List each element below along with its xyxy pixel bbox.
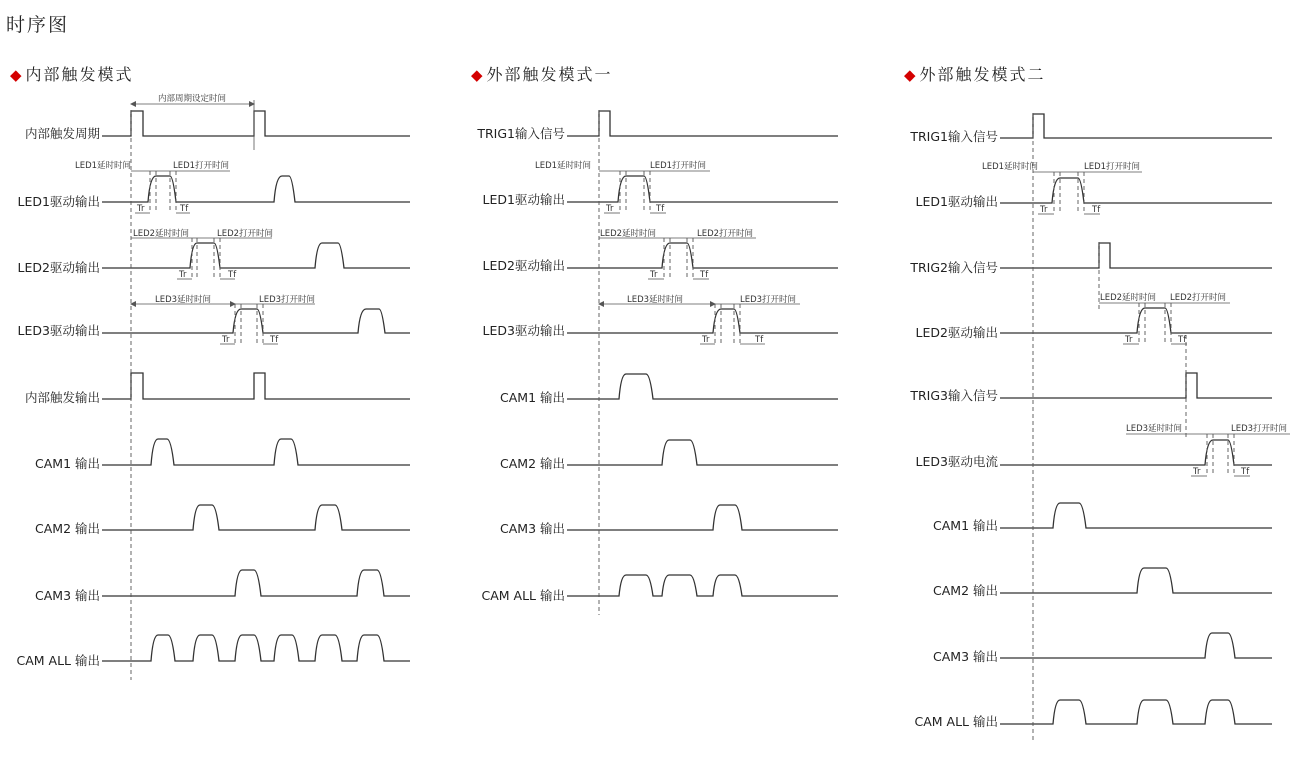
- tr-label: Tr: [702, 335, 710, 345]
- waveform-led2: [567, 243, 838, 268]
- waveform-led1: [102, 176, 410, 202]
- led1-open-label: LED1打开时间: [173, 161, 230, 171]
- waveform-trig2: [1000, 243, 1272, 268]
- tr-label: Tr: [1040, 205, 1048, 215]
- led3-delay-label: LED3延时时间: [155, 295, 212, 305]
- signal-label: 内部触发输出: [24, 390, 100, 405]
- led1-delay-label: LED1延时时间: [982, 162, 1039, 172]
- signal-label: LED3驱动电流: [915, 454, 998, 469]
- tr-label: Tr: [1125, 335, 1133, 345]
- waveform-trig1: [1000, 114, 1272, 138]
- tf-label: Tf: [755, 335, 764, 345]
- section-title-text: 外部触发模式一: [486, 65, 613, 84]
- signal-label: LED3驱动输出: [17, 323, 100, 338]
- led1-open-label: LED1打开时间: [650, 161, 707, 171]
- page-title: 时序图: [6, 14, 70, 36]
- tf-label: Tf: [1241, 467, 1250, 477]
- tf-label: Tf: [270, 335, 279, 345]
- signal-label: CAM ALL 输出: [481, 588, 565, 603]
- signal-label: CAM3 输出: [933, 649, 998, 664]
- led2-open-label: LED2打开时间: [217, 229, 274, 239]
- waveform-led1: [567, 176, 838, 202]
- led1-delay-label: LED1延时时间: [535, 161, 592, 171]
- waveform-cam-all: [102, 635, 410, 661]
- signal-label: CAM1 输出: [500, 390, 565, 405]
- waveform-cam2: [102, 505, 410, 530]
- led3-open-label: LED3打开时间: [1231, 424, 1288, 434]
- waveform-cam-all: [567, 575, 838, 596]
- waveform-cam-all: [1000, 700, 1272, 724]
- signal-label: LED2驱动输出: [915, 325, 998, 340]
- waveform-cam3: [1000, 633, 1272, 658]
- led2-open-label: LED2打开时间: [697, 229, 754, 239]
- diamond-icon: ◆: [10, 66, 24, 84]
- led2-delay-label: LED2延时时间: [133, 229, 190, 239]
- waveform-cam1: [1000, 503, 1272, 528]
- signal-label: LED2驱动输出: [17, 260, 100, 275]
- waveform-trig3: [1000, 373, 1272, 398]
- waveform-cam1: [567, 374, 838, 399]
- section-external-2: [909, 113, 1290, 740]
- signal-label: CAM3 输出: [500, 521, 565, 536]
- signal-label: LED1驱动输出: [482, 192, 565, 207]
- led3-open-label: LED3打开时间: [740, 295, 797, 305]
- signal-label: CAM2 输出: [933, 583, 998, 598]
- led1-delay-label: LED1延时时间: [75, 161, 132, 171]
- period-label: 内部周期设定时间: [157, 94, 227, 104]
- signal-label: 内部触发周期: [24, 126, 100, 141]
- signal-label: CAM2 输出: [500, 456, 565, 471]
- signal-label: CAM2 输出: [35, 521, 100, 536]
- section-internal: [17, 93, 411, 680]
- tf-label: Tf: [228, 270, 237, 280]
- tf-label: Tf: [700, 270, 709, 280]
- led2-delay-label: LED2延时时间: [600, 229, 657, 239]
- signal-label: LED2驱动输出: [482, 258, 565, 273]
- signal-label: CAM1 输出: [35, 456, 100, 471]
- tr-label: Tr: [222, 335, 230, 345]
- waveform-cam3: [102, 570, 410, 596]
- led3-open-label: LED3打开时间: [259, 295, 316, 305]
- waveform-led3: [567, 309, 838, 333]
- tf-label: Tf: [180, 204, 189, 214]
- signal-label: TRIG3输入信号: [910, 388, 998, 403]
- led2-delay-label: LED2延时时间: [1100, 293, 1157, 303]
- section-title-text: 内部触发模式: [25, 65, 134, 84]
- led2-open-label: LED2打开时间: [1170, 293, 1227, 303]
- tr-label: Tr: [606, 204, 614, 214]
- signal-label: CAM ALL 输出: [914, 714, 998, 729]
- signal-label: LED1驱动输出: [915, 194, 998, 209]
- signal-label: LED1驱动输出: [17, 194, 100, 209]
- diamond-icon: ◆: [904, 66, 918, 84]
- signal-label: TRIG2输入信号: [910, 260, 998, 275]
- signal-label: TRIG1输入信号: [910, 129, 998, 144]
- signal-label: CAM ALL 输出: [16, 653, 100, 668]
- waveform-led2: [1000, 308, 1272, 333]
- waveform-cam2: [567, 440, 838, 465]
- tr-label: Tr: [137, 204, 145, 214]
- waveform-led2: [102, 243, 410, 268]
- signal-label: LED3驱动输出: [482, 323, 565, 338]
- waveform-trig1: [567, 111, 838, 136]
- waveform-cam1: [102, 439, 410, 465]
- tf-label: Tf: [656, 204, 665, 214]
- waveform-led3: [1000, 440, 1272, 465]
- tf-label: Tf: [1178, 335, 1187, 345]
- tr-label: Tr: [179, 270, 187, 280]
- led3-delay-label: LED3延时时间: [627, 295, 684, 305]
- tr-label: Tr: [1193, 467, 1201, 477]
- led1-open-label: LED1打开时间: [1084, 162, 1141, 172]
- section-title-text: 外部触发模式二: [919, 65, 1046, 84]
- waveform-trigger-period: [102, 111, 410, 136]
- waveform-cam3: [567, 505, 838, 530]
- waveform-led3: [102, 309, 410, 333]
- led3-delay-label: LED3延时时间: [1126, 424, 1183, 434]
- signal-label: CAM1 输出: [933, 518, 998, 533]
- waveform-led1: [1000, 178, 1272, 203]
- signal-label: TRIG1输入信号: [477, 126, 565, 141]
- signal-label: CAM3 输出: [35, 588, 100, 603]
- tf-label: Tf: [1092, 205, 1101, 215]
- waveform-trigger-out: [102, 373, 410, 399]
- waveform-cam2: [1000, 568, 1272, 593]
- tr-label: Tr: [650, 270, 658, 280]
- section-external-1: [476, 110, 838, 615]
- diamond-icon: ◆: [471, 66, 485, 84]
